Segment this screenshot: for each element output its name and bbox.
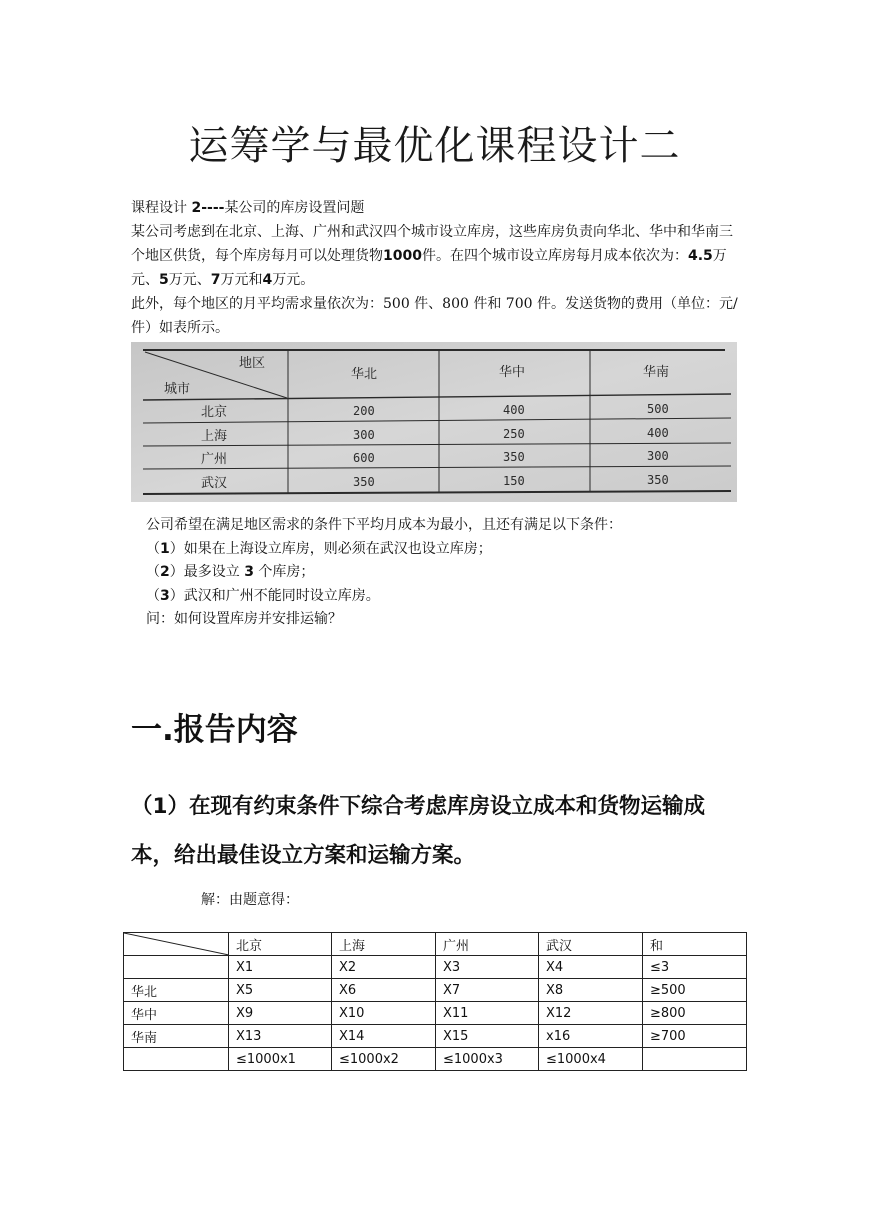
subsection-heading: （1）在现有约束条件下综合考虑库房设立成本和货物运输成本，给出最佳设立方案和运输方案。 [131, 794, 705, 868]
photo-row-city: 北京 [201, 405, 228, 420]
photo-col-header: 华中 [499, 365, 526, 380]
table-cell: x16 [539, 1025, 643, 1048]
photo-cell: 350 [353, 475, 375, 489]
table-cell: X15 [436, 1025, 539, 1048]
table-cell: ≥700 [643, 1025, 747, 1048]
photo-cell: 200 [353, 404, 375, 418]
table-row-header: 华中 [124, 1002, 229, 1025]
cost-table-photo [131, 342, 737, 502]
table-col-header: 北京 [229, 933, 332, 956]
condition-item: （2）最多设立 3 个库房； [146, 564, 315, 581]
table-cell: X3 [436, 956, 539, 979]
problem-paragraph-1: 某公司考虑到在北京、上海、广州和武汉四个城市设立库房，这些库房负责向华北、华中和华南三个地区供货，每个库房每月可以处理货物1000件。在四个城市设立库房每月成本依次为：4.5万元、5万元、7万元和4万元。 [131, 224, 733, 288]
cost-table-image [131, 342, 737, 502]
table-cell: ≤1000x4 [539, 1048, 643, 1071]
condition-item: （3）武汉和广州不能同时设立库房。 [146, 587, 380, 604]
table-row [124, 1048, 747, 1071]
model-table [123, 932, 747, 1071]
conditions-list [146, 514, 706, 632]
table-cell [124, 1048, 229, 1071]
table-row [124, 1002, 747, 1025]
photo-cell: 600 [353, 451, 375, 465]
section-heading: 一.报告内容 [131, 712, 298, 748]
assignment-heading: 课程设计 2----某公司的库房设置问题 [131, 200, 365, 216]
page-title: 运筹学与最优化课程设计二 [188, 123, 681, 169]
table-cell: X11 [436, 1002, 539, 1025]
table-col-header: 广州 [436, 933, 539, 956]
table-col-header: 上海 [332, 933, 436, 956]
table-row [124, 979, 747, 1002]
table-cell: X8 [539, 979, 643, 1002]
condition-item: （1）如果在上海设立库房，则必须在武汉也设立库房； [146, 540, 492, 557]
conditions-intro: 公司希望在满足地区需求的条件下平均月成本为最小，且还有满足以下条件： [146, 517, 622, 533]
table-cell: ≥800 [643, 1002, 747, 1025]
table-cell: X5 [229, 979, 332, 1002]
solution-label: 解：由题意得： [201, 892, 299, 908]
photo-cell: 300 [647, 449, 669, 463]
table-cell: X6 [332, 979, 436, 1002]
table-cell [643, 1048, 747, 1071]
photo-row-city: 上海 [201, 429, 228, 444]
table-cell: X1 [229, 956, 332, 979]
table-cell: X4 [539, 956, 643, 979]
table-cell: X9 [229, 1002, 332, 1025]
table-cell: X12 [539, 1002, 643, 1025]
diagonal-header-cell [124, 933, 229, 956]
photo-row-city: 广州 [201, 452, 228, 467]
photo-cell: 500 [647, 402, 669, 416]
table-row [124, 1025, 747, 1048]
problem-paragraph-2: 此外，每个地区的月平均需求量依次为：500 件、800 件和 700 件。发送货物的费用（单位：元/件）如表所示。 [131, 296, 738, 336]
photo-col-header: 华北 [351, 367, 378, 382]
table-cell: ≤3 [643, 956, 747, 979]
table-col-header: 和 [643, 933, 747, 956]
photo-cell: 300 [353, 428, 375, 442]
table-cell [124, 956, 229, 979]
table-cell: ≥500 [643, 979, 747, 1002]
table-col-header: 武汉 [539, 933, 643, 956]
question-line: 问：如何设置库房并安排运输？ [146, 611, 342, 628]
table-row-header: 华北 [124, 979, 229, 1002]
table-cell: X10 [332, 1002, 436, 1025]
photo-cell: 350 [503, 450, 525, 464]
photo-cell: 250 [503, 427, 525, 441]
photo-cell: 400 [503, 403, 525, 417]
photo-cell: 400 [647, 426, 669, 440]
photo-cell: 150 [503, 474, 525, 488]
corner-label-city: 城市 [164, 382, 191, 397]
photo-cell: 350 [647, 473, 669, 487]
photo-row-city: 武汉 [201, 476, 228, 491]
table-cell: X14 [332, 1025, 436, 1048]
table-cell: ≤1000x1 [229, 1048, 332, 1071]
table-cell: ≤1000x2 [332, 1048, 436, 1071]
table-row [124, 933, 747, 956]
diagonal-line [124, 933, 229, 956]
problem-statement [131, 196, 741, 340]
table-row-header: 华南 [124, 1025, 229, 1048]
table-row [124, 956, 747, 979]
table-cell: X7 [436, 979, 539, 1002]
table-cell: X2 [332, 956, 436, 979]
corner-label-region: 地区 [239, 356, 266, 371]
photo-col-header: 华南 [643, 365, 670, 380]
table-cell: ≤1000x3 [436, 1048, 539, 1071]
table-cell: X13 [229, 1025, 332, 1048]
